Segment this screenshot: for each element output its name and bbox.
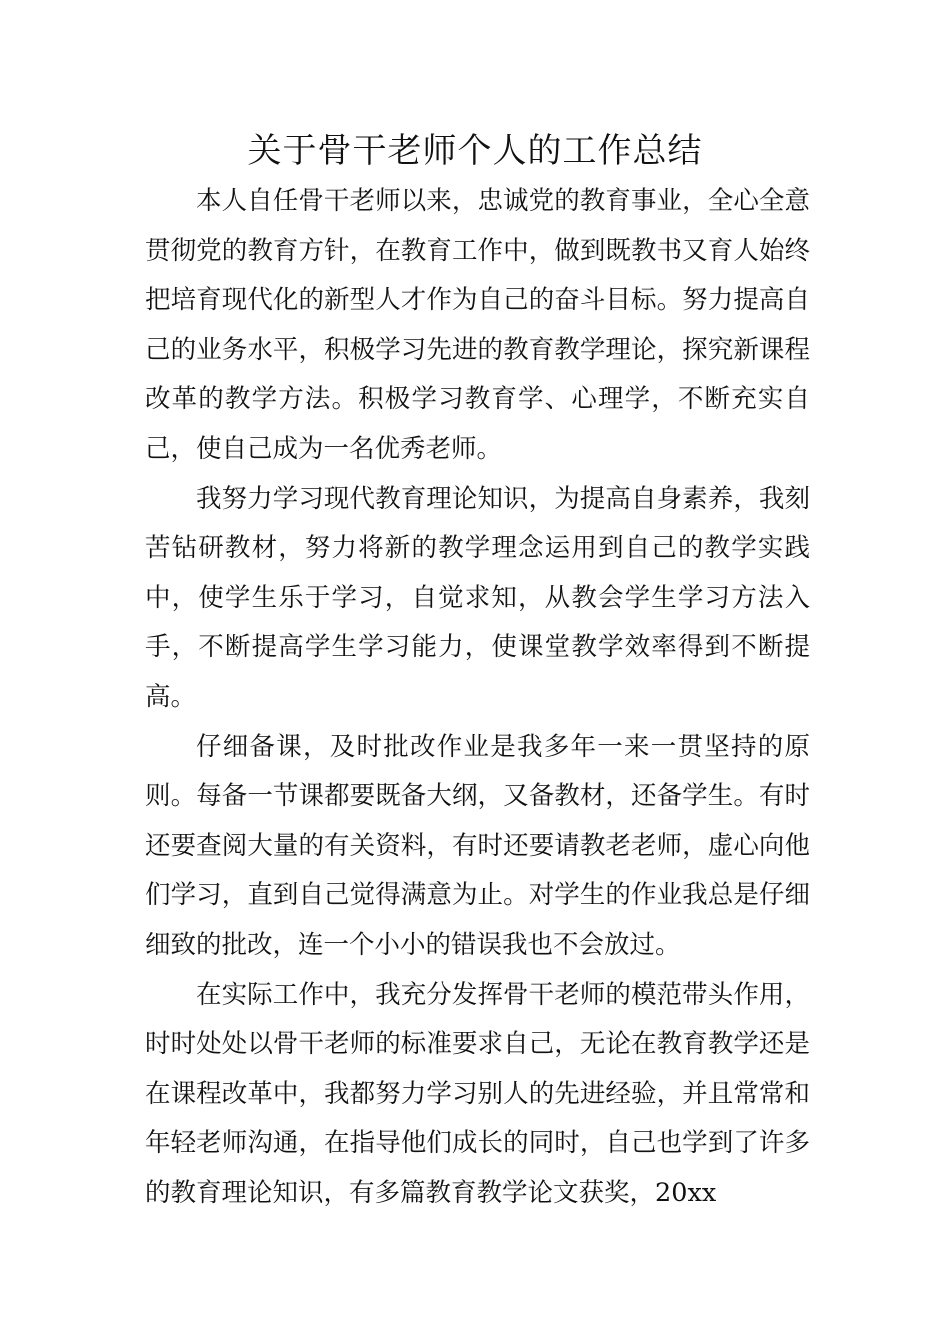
document-title: 关于骨干老师个人的工作总结 bbox=[247, 131, 703, 171]
paragraph-3: 仔细备课，及时批改作业是我多年一来一贯坚持的原则。每备一节课都要既备大纲，又备教材，还备学生。有时还要查阅大量的有关资料，有时还要请教老老师，虚心向他们学习，直到自己觉得满意为止。对学生的作业我总是仔细细致的批改，连一个小小的错误我也不会放过。 bbox=[145, 731, 810, 960]
document-body bbox=[145, 177, 810, 1218]
paragraph-1: 本人自任骨干老师以来，忠诚党的教育事业，全心全意贯彻党的教育方针，在教育工作中，做到既教书又育人始终把培育现代化的新型人才作为自己的奋斗目标。努力提高自己的业务水平，积极学习先进的教育教学理论，探究新课程改革的教学方法。积极学习教育学、心理学，不断充实自己，使自己成为一名优秀老师。 bbox=[145, 186, 810, 464]
paragraph-4: 在实际工作中，我充分发挥骨干老师的模范带头作用，时时处处以骨干老师的标准要求自己，无论在教育教学还是在课程改革中，我都努力学习别人的先进经验，并且常常和年轻老师沟通，在指导他们成长的同时，自己也学到了许多的教育理论知识，有多篇教育教学论文获奖，20xx bbox=[145, 979, 810, 1208]
paragraph-2: 我努力学习现代教育理论知识，为提高自身素养，我刻苦钻研教材，努力将新的教学理念运用到自己的教学实践中，使学生乐于学习，自觉求知，从教会学生学习方法入手，不断提高学生学习能力，使课堂教学效率得到不断提高。 bbox=[145, 483, 810, 712]
